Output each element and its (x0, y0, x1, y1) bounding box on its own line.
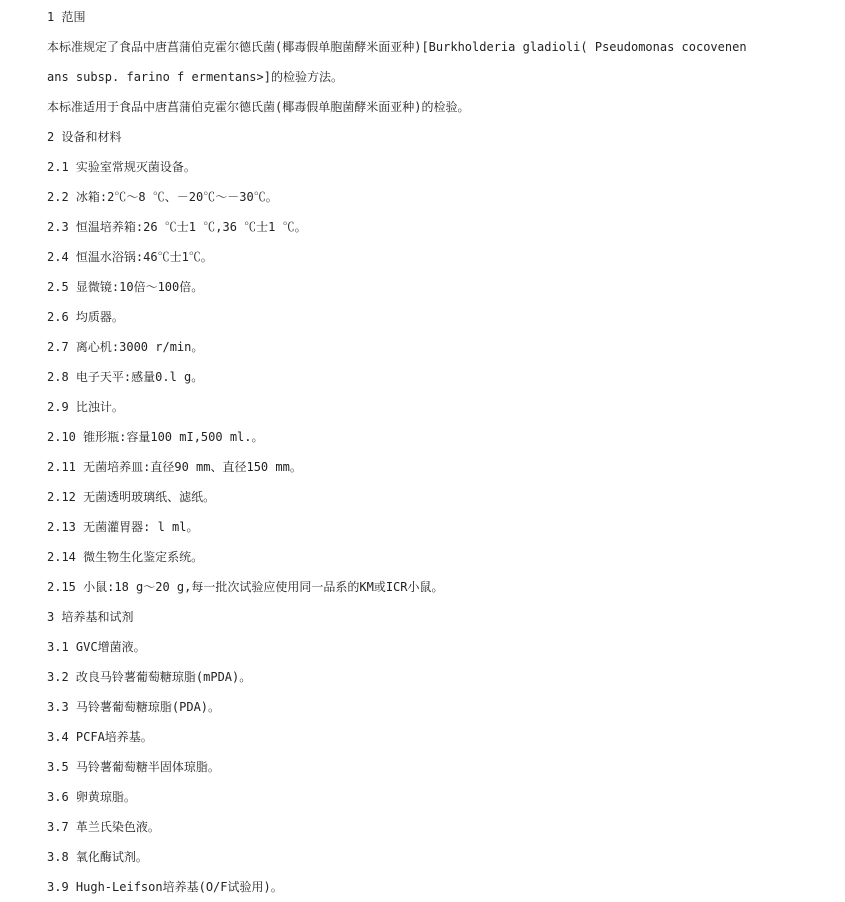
scope-paragraph-line-2: ans subsp. farino f ermentans>]的检验方法。 (47, 70, 343, 84)
media-item-3-8: 3.8 氧化酶试剂。 (47, 850, 148, 864)
equipment-item-2-2: 2.2 冰箱:2℃～8 ℃、－20℃～－30℃。 (47, 190, 278, 204)
equipment-item-2-1: 2.1 实验室常规灭菌设备。 (47, 160, 196, 174)
scope-paragraph-line-1: 本标准规定了食品中唐菖蒲伯克霍尔德氏菌(椰毒假单胞菌酵米面亚种)[Burkholderia gladioli( Pseudomonas cocovenen (47, 40, 747, 54)
media-item-3-3: 3.3 马铃薯葡萄糖琼脂(PDA)。 (47, 700, 221, 714)
equipment-item-2-5: 2.5 显微镜:10倍～100倍。 (47, 280, 204, 294)
equipment-item-2-9: 2.9 比浊计。 (47, 400, 124, 414)
equipment-item-2-4: 2.4 恒温水浴锅:46℃士1℃。 (47, 250, 213, 264)
equipment-item-2-3: 2.3 恒温培养箱:26 ℃士1 ℃,36 ℃士1 ℃。 (47, 220, 307, 234)
section-heading-media: 3 培养基和试剂 (47, 610, 134, 624)
equipment-item-2-13: 2.13 无菌灌胃器: l ml。 (47, 520, 199, 534)
section-heading-scope: 1 范围 (47, 10, 86, 24)
equipment-item-2-8: 2.8 电子天平:感量0.l g。 (47, 370, 204, 384)
equipment-item-2-10: 2.10 锥形瓶:容量100 mI,500 ml.。 (47, 430, 264, 444)
media-item-3-2: 3.2 改良马铃薯葡萄糖琼脂(mPDA)。 (47, 670, 252, 684)
equipment-item-2-11: 2.11 无菌培养皿:直径90 mm、直径150 mm。 (47, 460, 302, 474)
media-item-3-5: 3.5 马铃薯葡萄糖半固体琼脂。 (47, 760, 220, 774)
section-heading-equipment: 2 设备和材料 (47, 130, 122, 144)
equipment-item-2-14: 2.14 微生物生化鉴定系统。 (47, 550, 204, 564)
equipment-item-2-12: 2.12 无菌透明玻璃纸、滤纸。 (47, 490, 216, 504)
media-item-3-9: 3.9 Hugh-Leifson培养基(O/F试验用)。 (47, 880, 283, 894)
media-item-3-7: 3.7 革兰氏染色液。 (47, 820, 160, 834)
equipment-item-2-7: 2.7 离心机:3000 r/min。 (47, 340, 204, 354)
media-item-3-1: 3.1 GVC增菌液。 (47, 640, 146, 654)
equipment-item-2-15: 2.15 小鼠:18 g～20 g,每一批次试验应使用同一品系的KM或ICR小鼠。 (47, 580, 444, 594)
media-item-3-6: 3.6 卵黄琼脂。 (47, 790, 136, 804)
media-item-3-4: 3.4 PCFA培养基。 (47, 730, 153, 744)
equipment-item-2-6: 2.6 均质器。 (47, 310, 124, 324)
scope-applicability-line: 本标准适用于食品中唐菖蒲伯克霍尔德氏菌(椰毒假单胞菌酵米面亚种)的检验。 (47, 100, 470, 114)
